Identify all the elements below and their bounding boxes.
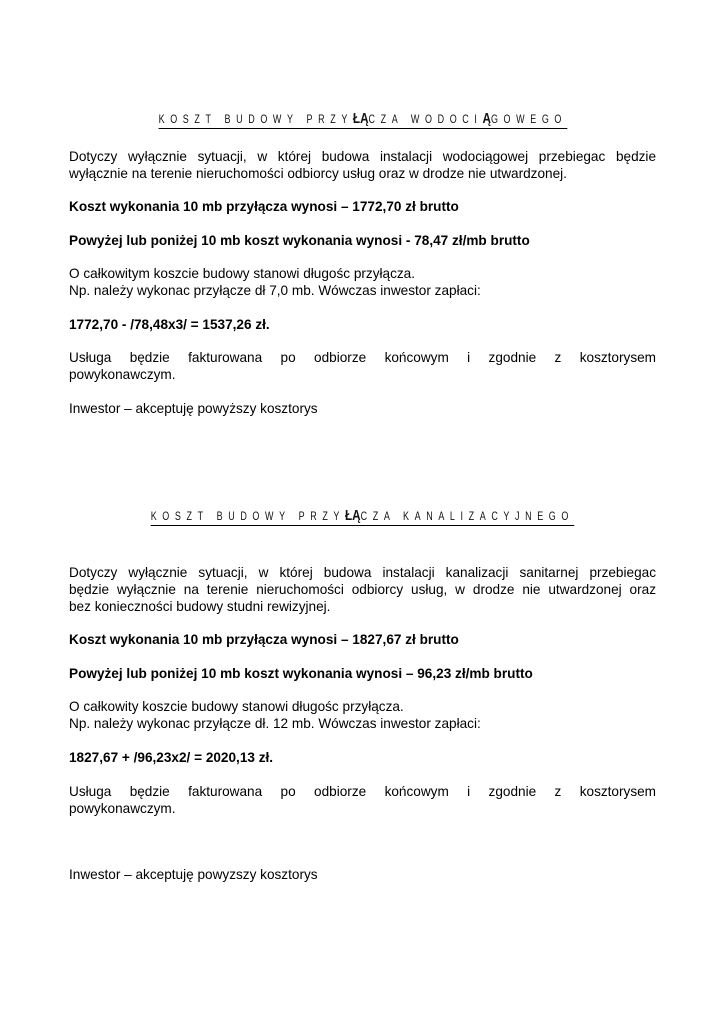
section2-invoice-line1: Usługa będzie fakturowana po odbiorze końcowym i zgodnie z kosztorysem	[69, 784, 656, 799]
section2-heading-part1: KOSZT BUDOWY PRZY	[150, 511, 346, 523]
section2-intro-line2: będzie wyłącznie na terenie nieruchomości odbiorcy usług, w drodze nie utwardzonej oraz	[69, 582, 656, 597]
section1-invoice-line1: Usługa będzie fakturowana po odbiorze końcowym i zgodnie z kosztorysem	[69, 350, 656, 365]
section2-heading	[0, 507, 725, 526]
section2-length-note	[69, 698, 656, 732]
section1-invoice-line2: powykonawczym.	[69, 367, 176, 382]
section1-length-note	[69, 265, 656, 299]
section1-investor-acceptance: Inwestor – akceptuję powyższy kosztorys	[69, 401, 318, 416]
section1-heading	[0, 110, 725, 129]
section2-invoice-line2: powykonawczym.	[69, 801, 176, 816]
section2-calculation: 1827,67 + /96,23x2/ = 2020,13 zł.	[69, 750, 274, 765]
section2-intro-line1: Dotyczy wyłącznie sytuacji, w której budowa instalacji kanalizacji sanitarnej przebiegac	[69, 565, 656, 580]
section1-heading-part2: ŁĄ	[352, 110, 369, 127]
section1-length-line2: Np. należy wykonac przyłącze dł 7,0 mb. Wówczas inwestor zapłaci:	[69, 283, 481, 298]
section1-length-line1: O całkowitym koszcie budowy stanowi długośc przyłącza.	[69, 266, 416, 281]
section2-length-line1: O całkowity koszcie budowy stanowi długośc przyłącza.	[69, 699, 404, 714]
section1-intro-line2: wyłącznie na terenie nieruchomości odbiorcy usług oraz w drodze nie utwardzonej.	[69, 166, 567, 181]
section2-investor-acceptance: Inwestor – akceptuję powyzszy kosztorys	[69, 867, 318, 882]
section1-heading-part4: Ą	[482, 110, 491, 127]
section2-cost-per-mb: Powyżej lub poniżej 10 mb koszt wykonania wynosi – 96,23 zł/mb brutto	[69, 666, 533, 681]
section2-heading-part2: ŁĄ	[345, 507, 361, 524]
section2-heading-part3: CZA KANALIZACYJNEGO	[360, 511, 575, 523]
section1-cost-10mb: Koszt wykonania 10 mb przyłącza wynosi – 1772,70 zł brutto	[69, 199, 459, 214]
section1-calculation: 1772,70 - /78,48x3/ = 1537,26 zł.	[69, 317, 270, 332]
section1-intro-line1: Dotyczy wyłącznie sytuacji, w której budowa instalacji wodociągowej przebiegac będzie	[69, 149, 656, 164]
section2-intro-line3: bez konieczności budowy studni rewizyjnej.	[69, 599, 331, 614]
section2-invoice-note	[69, 783, 656, 817]
section1-heading-part3: CZA WODOCI	[368, 114, 483, 126]
section1-heading-part1: KOSZT BUDOWY PRZY	[158, 114, 353, 126]
section1-cost-per-mb: Powyżej lub poniżej 10 mb koszt wykonania wynosi - 78,47 zł/mb brutto	[69, 233, 530, 248]
section1-intro-paragraph	[69, 148, 656, 182]
section2-cost-10mb: Koszt wykonania 10 mb przyłącza wynosi – 1827,67 zł brutto	[69, 632, 459, 647]
section1-invoice-note	[69, 349, 656, 383]
section2-length-line2: Np. należy wykonac przyłącze dł. 12 mb. Wówczas inwestor zapłaci:	[69, 716, 481, 731]
section1-heading-part5: GOWEGO	[490, 114, 567, 126]
section2-intro-paragraph	[69, 564, 656, 615]
